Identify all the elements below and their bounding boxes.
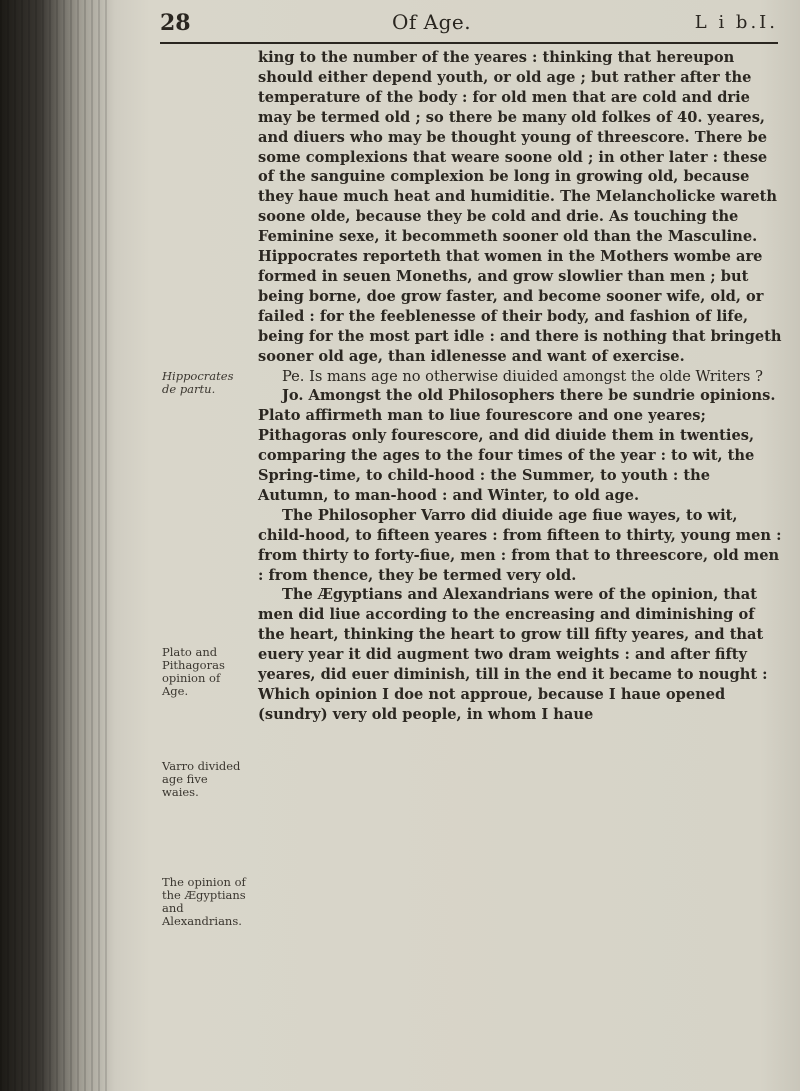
paragraph: The Philosopher Varro did diuide age fiue wayes, to wit, child-hood, to fifteen yeares : from fifteen to thirty, young men : from thirty to forty-fiue, men : from that to threescore, old men : from thence, they be termed very old.	[258, 506, 782, 584]
paragraph: Pe. Is mans age no otherwise diuided amongst the olde Writers ?	[282, 367, 763, 385]
paragraph: Jo. Amongst the old Philosophers there be sundrie opinions. Plato affirmeth man to liue fourescore and one yeares; Pithagoras only fourescore, and did diuide them in twenties, comparing the ages to the four times of the year : to wit, the Spring-time, to child-hood : the Summer, to youth : the Autumn, to man-hood : and Winter, to old age.	[258, 387, 776, 504]
page-header	[160, 8, 778, 44]
book-number: L i b.I.	[694, 12, 778, 33]
marginal-note-varro: Varro divided age five waies.	[162, 759, 241, 799]
marginal-note-aegyptians: The opinion of the Ægyptians and Alexandrians.	[162, 875, 246, 928]
binding-shadow	[0, 0, 110, 1091]
body-text	[258, 48, 784, 725]
paragraph: king to the number of the yeares : thinking that hereupon should either depend youth, or old age ; but rather after the temperature of the body : for old men that are cold and drie may be termed old ; so there be many old folkes of 40. yeares, and diuers who may be thought young of threescore. There be some complexions that weare soone old ; in other later : these of the sanguine complexion be long in growing old, because they haue much heat and humiditie. The Melancholicke wareth soone olde, because they be cold and drie. As touching the Feminine sexe, it becommeth sooner old than the Masculine. Hippocrates reporteth that women in the Mothers wombe are formed in seuen Moneths, and grow slowlier than men ; but being borne, doe grow faster, and become sooner wife, old, or failed : for the feeblenesse of their body, and fashion of life, being for the most part idle : and there is nothing that bringeth sooner old age, than idlenesse and want of exercise.	[258, 49, 782, 365]
paragraph: The Ægyptians and Alexandrians were of the opinion, that men did liue according to the encreasing and diminishing of the heart, thinking the heart to grow till fifty yeares, and that euery year it did augment two dram weights : and after fifty yeares, did euer diminish, till in the end it became to nought : Which opinion I doe not approue, because I haue opened (sundry) very old people, in whom I haue	[258, 586, 768, 723]
running-title: Of Age.	[392, 10, 472, 34]
page-number: 28	[160, 10, 191, 36]
marginal-note-plato: Plato and Pithagoras opinion of Age.	[162, 645, 225, 698]
marginal-note-hippocrates: Hippocrates de partu.	[162, 369, 234, 396]
